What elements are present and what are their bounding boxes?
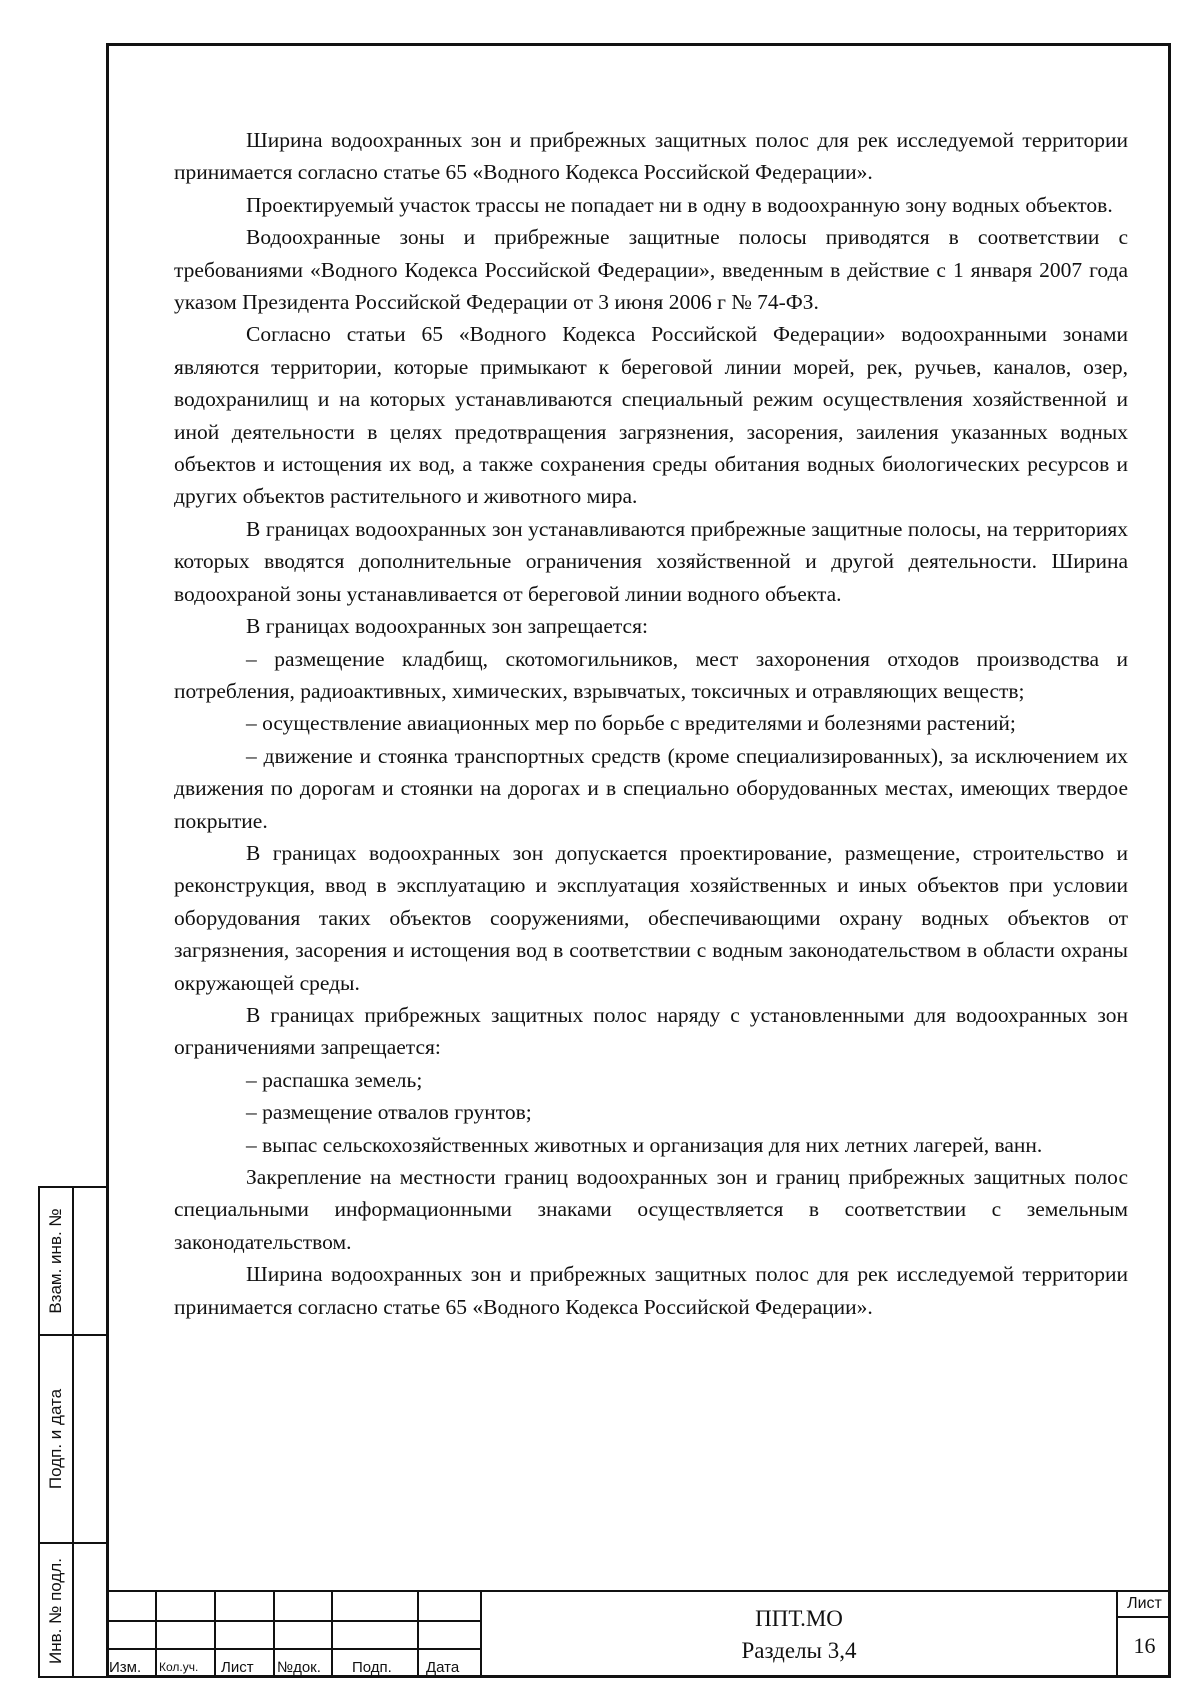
paragraph: Закрепление на местности границ водоохранных зон и границ прибрежных защитных полос специальными информационными знаками осуществляется в соответствии с земельным законодательством. bbox=[174, 1165, 1128, 1254]
document-sections: Разделы 3,4 bbox=[741, 1638, 857, 1663]
document-body bbox=[174, 124, 1128, 1323]
sheet-number: 16 bbox=[1133, 1633, 1156, 1658]
header-count: Кол.уч. bbox=[159, 1660, 199, 1674]
sheet-box bbox=[1116, 1592, 1171, 1678]
list-item: – размещение кладбищ, скотомогильников, мест захоронения отходов производства и потребления, радиоактивных, химических, взрывчатых, токсичных и отравляющих веществ; bbox=[174, 646, 1128, 703]
paragraph: В границах водоохранных зон устанавливаются прибрежные защитные полосы, на территориях которых вводятся дополнительные ограничения хозяйственной и другой деятельности. Ширина водоохраной зоны устанавливается от береговой линии водного объекта. bbox=[174, 516, 1128, 606]
sign-date-cell bbox=[40, 1336, 106, 1544]
paragraph: Согласно статьи 65 «Водного Кодекса Российской Федерации» водоохранными зонами являются территории, которые примыкают к береговой линии морей, рек, ручьев, каналов, озер, водохранилищ и на которых устанавливаются специальный режим осуществления хозяйственной и иной деятельности в целях предотвращения загрязнения, засорения, заиления указанных водных объектов и истощения их вод, а также сохранения среды обитания водных биологических ресурсов и других объектов растительного и животного мира. bbox=[174, 322, 1128, 509]
list-item: – распашка земель; bbox=[246, 1067, 423, 1092]
paragraph: Ширина водоохранных зон и прибрежных защитных полос для рек исследуемой территории принимается согласно статье 65 «Водного Кодекса Российской Федерации». bbox=[174, 1262, 1128, 1319]
paragraph: В границах водоохранных зон допускается проектирование, размещение, строительство и реконструкция, ввод в эксплуатацию и эксплуатация хозяйственных и иных объектов при условии оборудования таких объектов сооружениями, обеспечивающими охрану водных объектов от загрязнения, засорения и истощения вод в соответствии с водным законодательством в области охраны окружающей среды. bbox=[174, 840, 1128, 995]
header-date: Дата bbox=[426, 1659, 460, 1676]
list-item: – размещение отвалов грунтов; bbox=[246, 1100, 532, 1125]
list-item: – осуществление авиационных мер по борьбе с вредителями и болезнями растений; bbox=[246, 711, 1016, 736]
document-title bbox=[482, 1592, 1116, 1678]
sheet-label: Лист bbox=[1118, 1592, 1171, 1618]
paragraph: Проектируемый участок трассы не попадает ни в одну в водоохранную зону водных объектов. bbox=[246, 192, 1113, 217]
paragraph: Водоохранные зоны и прибрежные защитные полосы приводятся в соответствии с требованиями «Водного Кодекса Российской Федерации», введенным в действие с 1 января 2007 года указом Президента Российской Федерации от 3 июня 2006 г № 74-ФЗ. bbox=[174, 225, 1128, 315]
header-sheet: Лист bbox=[221, 1659, 254, 1676]
paragraph: Ширина водоохранных зон и прибрежных защитных полос для рек исследуемой территории принимается согласно статье 65 «Водного Кодекса Российской Федерации». bbox=[174, 128, 1128, 185]
document-code: ППТ.МО bbox=[755, 1606, 843, 1631]
list-item: – выпас сельскохозяйственных животных и организация для них летних лагерей, ванн. bbox=[246, 1132, 1043, 1157]
title-block bbox=[106, 1590, 1171, 1678]
header-signature: Подп. bbox=[352, 1659, 392, 1676]
original-inventory-label: Инв. № подл. bbox=[46, 1558, 65, 1664]
paragraph: В границах водоохранных зон запрещается: bbox=[246, 614, 648, 639]
revision-grid bbox=[106, 1592, 482, 1678]
swap-inventory-label: Взам. инв. № bbox=[46, 1208, 65, 1314]
header-doc-number: №док. bbox=[277, 1659, 321, 1676]
original-inventory-cell bbox=[40, 1544, 106, 1678]
sign-date-label: Подп. и дата bbox=[46, 1388, 65, 1490]
header-change: Изм. bbox=[109, 1659, 142, 1676]
list-item: – движение и стоянка транспортных средств (кроме специализированных), за исключением их движения по дорогам и стоянки на дорогах и в специально оборудованных местах, имеющих твердое покрытие. bbox=[174, 743, 1128, 833]
side-stamp-strip bbox=[38, 1186, 106, 1678]
paragraph: В границах прибрежных защитных полос наряду с установленными для водоохранных зон ограничениями запрещается: bbox=[174, 1002, 1128, 1060]
swap-inventory-cell bbox=[40, 1188, 106, 1336]
